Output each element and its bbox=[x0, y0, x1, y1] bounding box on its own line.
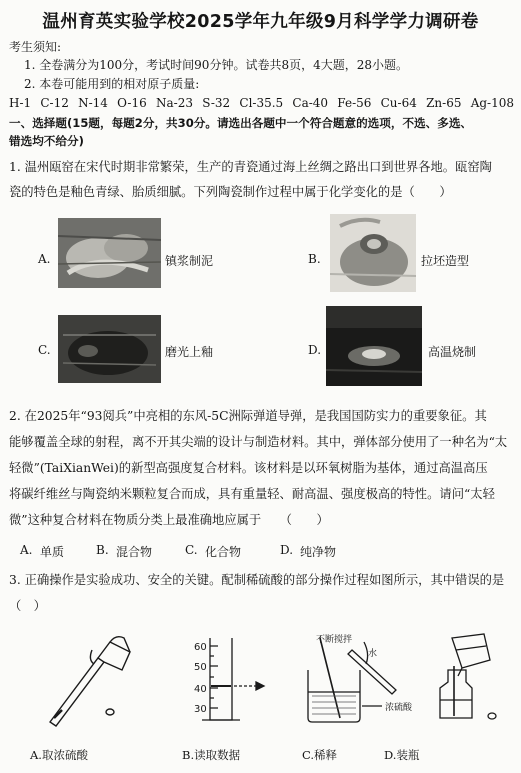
q3-caption-a: A.取浓硫酸 bbox=[30, 748, 88, 762]
q2-option-c-label: 化合物 bbox=[205, 545, 242, 559]
q2-option-d-letter: D. bbox=[280, 543, 294, 557]
q1-option-c-label: 磨光上釉 bbox=[165, 345, 214, 359]
label-acid: 浓硫酸 bbox=[385, 703, 413, 713]
q2-option-a-label: 单质 bbox=[40, 545, 65, 559]
q1-stem-line2: 瓷的特色是釉色青绿、胎质细腻。下列陶瓷制作过程中属于化学变化的是（ ） bbox=[9, 185, 452, 199]
mass-item: Zn-65 bbox=[426, 96, 462, 110]
mass-item: Fe-56 bbox=[337, 96, 372, 110]
q2-stem-line5: 微”这种复合材料在物质分类上最准确地应属于 （ ） bbox=[9, 513, 329, 527]
q3-stem-line1: 3. 正确操作是实验成功、安全的关键。配制稀硫酸的部分操作过程如图所示，其中错误的是 bbox=[9, 573, 505, 587]
q3-stem-line2: （ ） bbox=[9, 599, 46, 613]
q1-option-d-photo bbox=[326, 306, 422, 386]
mass-item: O-16 bbox=[117, 96, 147, 110]
mass-item: C-12 bbox=[40, 96, 69, 110]
cylinder-tick-40: 40 bbox=[194, 684, 207, 695]
atomic-masses bbox=[9, 95, 514, 111]
q1-stem-line1: 1. 温州瓯窑在宋代时期非常繁荣，生产的青瓷通过海上丝绸之路出口到世界各地。瓯窑陶 bbox=[9, 160, 492, 174]
mass-item: S-32 bbox=[202, 96, 231, 110]
cylinder-tick-50: 50 bbox=[194, 662, 207, 673]
q1-option-d-label: 高温烧制 bbox=[428, 345, 477, 359]
label-stir: 不断搅拌 bbox=[316, 635, 353, 645]
cylinder-tick-30: 30 bbox=[194, 704, 207, 715]
q1-option-c-letter: C. bbox=[38, 343, 51, 357]
q1-option-b-photo bbox=[330, 214, 416, 292]
q3-diagram-a bbox=[40, 630, 140, 730]
mass-item: Ag-108 bbox=[470, 96, 514, 110]
mass-item: N-14 bbox=[78, 96, 108, 110]
q3-caption-b: B.读取数据 bbox=[182, 748, 241, 762]
q2-option-b-letter: B. bbox=[96, 543, 109, 557]
q3-caption-c: C.稀释 bbox=[302, 748, 338, 762]
q2-stem-line4: 将碳纤维丝与陶瓷纳米颗粒复合而成，具有重量轻、耐高温、强度极高的特性。请问“太轻 bbox=[9, 487, 495, 501]
q2-stem-line3: 轻微”(TaiXianWei)的新型高强度复合材料。该材料是以环氧树脂为基体，通过高温高压 bbox=[9, 461, 488, 475]
q2-option-d-label: 纯净物 bbox=[300, 545, 337, 559]
notice-item-1: 1. 全卷满分为100分，考试时间90分钟。试卷共8页，4大题，28小题。 bbox=[24, 58, 408, 72]
q3-diagram-d bbox=[426, 630, 506, 726]
q1-option-b-letter: B. bbox=[308, 252, 321, 266]
mass-item: Ca-40 bbox=[292, 96, 329, 110]
notice-item-2: 2. 本卷可能用到的相对原子质量: bbox=[24, 77, 200, 91]
q2-option-c-letter: C. bbox=[185, 543, 198, 557]
cylinder-tick-60: 60 bbox=[194, 642, 207, 653]
q3-diagram-b bbox=[182, 634, 272, 726]
q2-option-a-letter: A. bbox=[20, 543, 33, 557]
q3-caption-d: D.装瓶 bbox=[384, 748, 420, 762]
q1-option-a-label: 镇浆制泥 bbox=[165, 254, 214, 268]
label-water: 水 bbox=[368, 649, 378, 659]
q1-option-b-label: 拉坯造型 bbox=[421, 254, 470, 268]
q1-option-a-letter: A. bbox=[38, 252, 51, 266]
mass-item: Cu-64 bbox=[380, 96, 417, 110]
section-heading-line1: 一、选择题(15题，每题2分，共30分。请选出各题中一个符合题意的选项，不选、多选、 bbox=[9, 116, 473, 130]
section-heading-line2: 错选均不给分) bbox=[9, 134, 84, 148]
q1-option-d-letter: D. bbox=[308, 343, 322, 357]
mass-item: H-1 bbox=[9, 96, 32, 110]
mass-item: Na-23 bbox=[155, 96, 193, 110]
q2-option-b-label: 混合物 bbox=[116, 545, 153, 559]
q1-option-c-photo bbox=[58, 315, 161, 383]
mass-item: Cl-35.5 bbox=[239, 96, 284, 110]
q2-stem-line2: 能够覆盖全球的射程，离不开其尖端的设计与制造材料。其中，弹体部分使用了一种名为“太 bbox=[9, 435, 508, 449]
q2-stem-line1: 2. 在2025年“93阅兵”中亮相的东风-5C洲际弹道导弹，是我国国防实力的重要象征。其 bbox=[9, 409, 487, 423]
notice-heading: 考生须知: bbox=[9, 40, 62, 54]
page-title: 温州育英实验学校2025学年九年级9月科学学力调研卷 bbox=[42, 12, 479, 32]
q1-option-a-photo bbox=[58, 218, 161, 288]
